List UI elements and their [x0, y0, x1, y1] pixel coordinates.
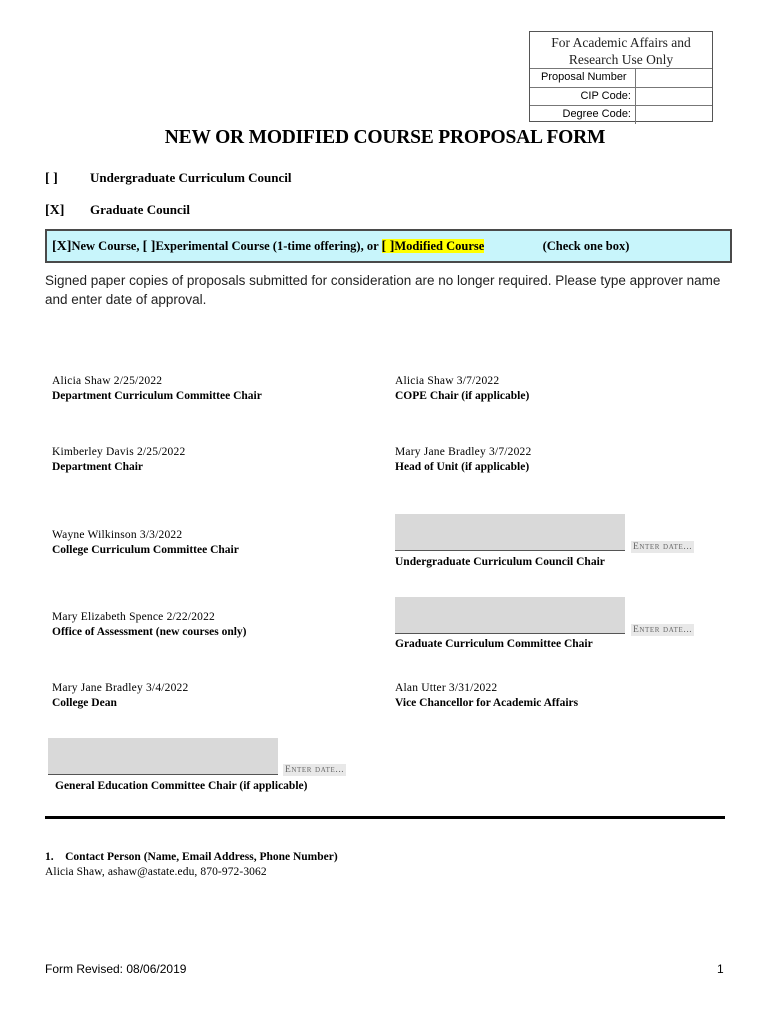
grad-council-label: Graduate Council	[90, 202, 191, 217]
sig-role: Department Chair	[52, 461, 144, 473]
proposal-number-field[interactable]	[636, 69, 712, 87]
sig-vice-chancellor	[395, 681, 578, 711]
experimental-course-label: Experimental Course (1-time offering),	[155, 239, 364, 253]
sig-name[interactable]: Wayne Wilkinson 3/3/2022	[52, 529, 183, 541]
degree-code-label: Degree Code:	[530, 106, 636, 124]
grad-curriculum-date-field[interactable]: Enter date...	[633, 625, 693, 635]
sig-role: College Dean	[52, 697, 117, 709]
cip-code-label: CIP Code:	[530, 88, 636, 106]
contact-value[interactable]: Alicia Shaw, ashaw@astate.edu, 870-972-3062	[45, 866, 267, 878]
gen-ed-signature-field[interactable]	[48, 738, 278, 775]
new-course-label: New Course,	[71, 239, 140, 253]
undergrad-council-label: Undergraduate Curriculum Council	[90, 170, 292, 185]
sig-name[interactable]: Mary Elizabeth Spence 2/22/2022	[52, 611, 216, 623]
proposal-number-label: Proposal Number	[530, 69, 636, 87]
sig-role: COPE Chair (if applicable)	[395, 390, 530, 402]
office-row-cip-code	[530, 88, 712, 107]
office-use-box	[529, 31, 713, 122]
form-revised-date: Form Revised: 08/06/2019	[45, 962, 187, 976]
contact-heading: 1. Contact Person (Name, Email Address, Phone Number)	[45, 851, 338, 863]
sig-name[interactable]: Mary Jane Bradley 3/4/2022	[52, 682, 189, 694]
gen-ed-role: General Education Committee Chair (if applicable)	[55, 780, 308, 792]
sig-college-dean	[52, 681, 188, 711]
sig-role: Vice Chancellor for Academic Affairs	[395, 697, 579, 709]
modified-course-label: Modified Course	[394, 239, 485, 253]
sig-cope	[395, 374, 529, 404]
grad-curriculum-role: Graduate Curriculum Committee Chair	[395, 638, 593, 650]
grad-council-checkbox[interactable]: [X]	[45, 203, 65, 218]
sig-role: Head of Unit (if applicable)	[395, 461, 530, 473]
sig-role: Office of Assessment (new courses only)	[52, 626, 247, 638]
form-title: NEW OR MODIFIED COURSE PROPOSAL FORM	[164, 127, 606, 148]
degree-code-field[interactable]	[636, 106, 712, 124]
grad-curriculum-signature-field[interactable]	[395, 597, 625, 634]
sig-name[interactable]: Alicia Shaw 3/7/2022	[395, 375, 500, 387]
sig-role: College Curriculum Committee Chair	[52, 544, 239, 556]
approval-notice: Signed paper copies of proposals submitted for consideration are no longer required. Please type approver name and enter date of approval.	[45, 273, 721, 307]
office-use-title: For Academic Affairs and Research Use Only	[530, 32, 712, 69]
new-course-checkbox[interactable]: [X]	[52, 239, 72, 254]
office-row-degree-code	[530, 106, 712, 124]
or-text: or	[366, 239, 379, 253]
sig-name[interactable]: Alan Utter 3/31/2022	[395, 682, 498, 694]
check-one-instruction: (Check one box)	[542, 239, 630, 253]
course-type-box	[45, 229, 732, 263]
sig-assessment	[52, 610, 247, 640]
cip-code-field[interactable]	[636, 88, 712, 106]
sig-college-curriculum	[52, 528, 239, 558]
council-undergraduate	[45, 170, 292, 187]
sig-name[interactable]: Alicia Shaw 2/25/2022	[52, 375, 163, 387]
sig-name[interactable]: Kimberley Davis 2/25/2022	[52, 446, 186, 458]
modified-course-checkbox[interactable]: [ ]	[381, 239, 395, 254]
office-row-proposal-number	[530, 69, 712, 88]
gen-ed-date-field[interactable]: Enter date...	[285, 765, 345, 775]
sig-name[interactable]: Mary Jane Bradley 3/7/2022	[395, 446, 532, 458]
experimental-course-checkbox[interactable]: [ ]	[142, 239, 156, 254]
sig-dept-curriculum	[52, 374, 262, 404]
sig-role: Department Curriculum Committee Chair	[52, 390, 262, 402]
sig-head-unit	[395, 445, 531, 475]
ugrad-council-date-field[interactable]: Enter date...	[633, 542, 693, 552]
page-number: 1	[717, 962, 724, 976]
sig-dept-chair	[52, 445, 185, 475]
council-graduate	[45, 202, 190, 219]
ugrad-council-role: Undergraduate Curriculum Council Chair	[395, 556, 605, 568]
undergrad-council-checkbox[interactable]: [ ]	[45, 171, 58, 186]
ugrad-council-signature-field[interactable]	[395, 514, 625, 551]
section-divider	[45, 816, 725, 819]
